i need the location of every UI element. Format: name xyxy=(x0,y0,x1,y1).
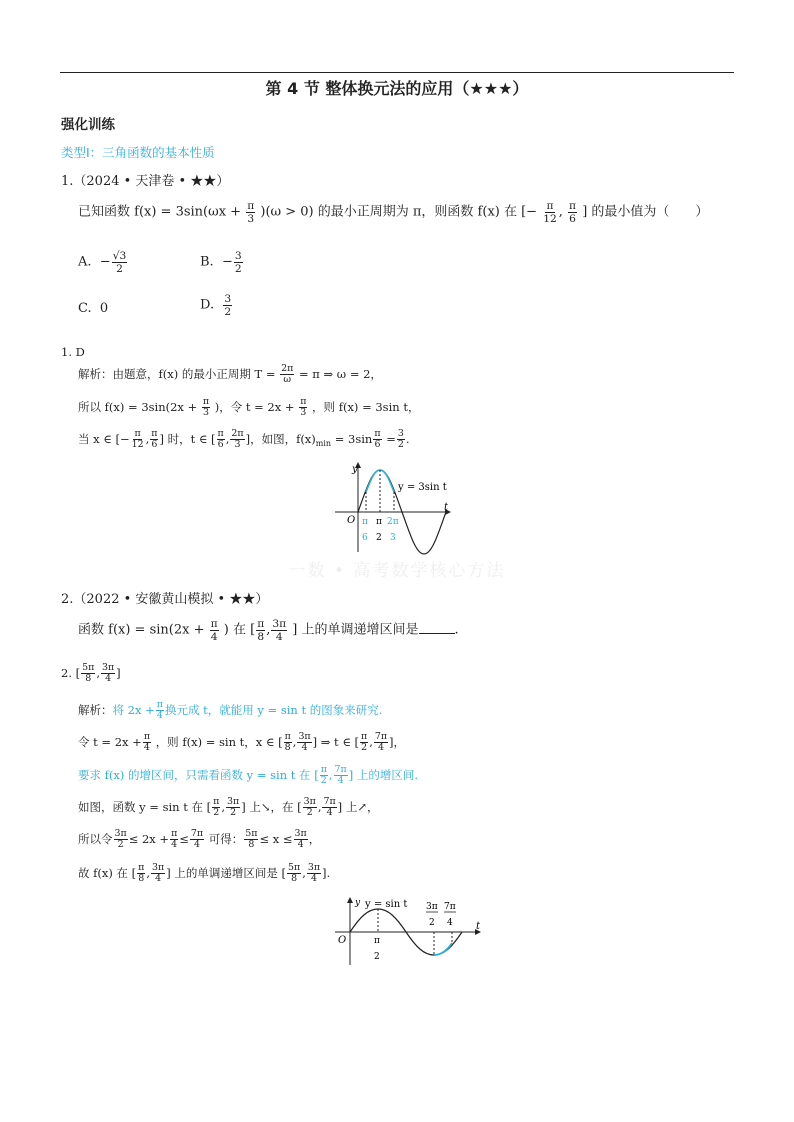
graph2-sine-sin-t xyxy=(330,895,490,967)
graph2-curve-label: y = sin t xyxy=(365,899,408,910)
graph1-tick-2pi3-den: 3 xyxy=(390,533,396,543)
a2-line-2: 令 t = 2x + $\frac{\pi}{4}$ ，则 f(x) = sin t，x ∈ [ $\frac{\pi}{8}$ , $\frac{3\pi}{4}$ ] ⇒ t ∈ [ $\frac{\pi}{2}$ , $\frac{7\pi}{4}$ ]， xyxy=(78,731,406,754)
q1-label: 1.（2024 • 天津卷 • ★★） xyxy=(61,174,230,189)
answer-blank xyxy=(419,621,455,634)
graph1-x-label: t xyxy=(444,502,449,513)
graph1-tick-pi6-den: 6 xyxy=(362,533,368,543)
page-title: 第 4 节 整体换元法的应用（★★★） xyxy=(265,79,529,98)
graph2-tick-3pi2-den: 2 xyxy=(429,918,435,928)
section-subheading: 类型Ⅰ：三角函数的基本性质 xyxy=(61,145,215,160)
a2-line-1: 解析：将 2x + $\frac{\pi}{4}$ 换元成 t，就能用 y = sin t 的图象来研究. xyxy=(78,699,383,722)
fraction: $\frac{\pi}{3}$ xyxy=(247,199,255,225)
a2-answer: 2. [ $\frac{5\pi}{8}$ , $\frac{3\pi}{4}$ ] xyxy=(61,662,121,685)
graph1-tick-2pi3: 2π xyxy=(387,517,399,527)
a2-line-3: 要求 f(x) 的增区间，只需看函数 y = sin t 在 [ $\frac{\pi}{2}$ , $\frac{7\pi}{4}$ ] 上的增区间. xyxy=(78,764,419,787)
graph1-origin: O xyxy=(347,515,356,526)
q1-stem-part: )(ω > 0) 的最小正周期为 π，则函数 f(x) 在 [− xyxy=(260,204,538,220)
q1-stem-part: 已知函数 f(x) = 3sin(ωx + xyxy=(78,204,242,220)
q1-option-c: C. 0 xyxy=(78,301,109,316)
a2-line-5: 所以令 $\frac{3\pi}{2}$ ≤ 2x + $\frac{\pi}{4}$ ≤ $\frac{7\pi}{4}$ 可得： $\frac{5\pi}{8}$ ≤ x ≤ $\frac{3\pi}{4}$ ， xyxy=(78,828,321,851)
graph2-x-label: t xyxy=(476,921,481,932)
graph2-origin: O xyxy=(338,935,347,946)
q1-option-b: B. − $\frac{3}{2}$ xyxy=(200,249,242,275)
a2-line-4: 如图，函数 y = sin t 在 [ $\frac{\pi}{2}$ , $\frac{3\pi}{2}$ ] 上↘，在 [ $\frac{3\pi}{2}$ , $\frac{7\pi}{4}$ ] 上↗， xyxy=(78,796,379,819)
fraction: $\frac{\pi}{12}$ xyxy=(543,199,557,225)
graph2-tick-3pi2: 3π xyxy=(426,902,438,912)
graph1-highlight xyxy=(366,470,394,492)
q1-stem: 已知函数 f(x) = 3sin(ωx + $\frac{\pi}{3}$ )(ω > 0) 的最小正周期为 π，则函数 f(x) 在 [− $\frac{\pi}{12}$ , $\frac{\pi}{6}$ ] 的最小值为（ ） xyxy=(78,199,709,225)
graph1-curve-label: y = 3sin t xyxy=(398,482,447,493)
a2-line-6: 故 f(x) 在 [ $\frac{\pi}{8}$ , $\frac{3\pi}{4}$ ] 上的单调递增区间是 [ $\frac{5\pi}{8}$ , $\frac{3\pi}{4}$ ]. xyxy=(78,862,331,885)
q1-stem-part: ] 的最小值为（ ） xyxy=(582,204,709,220)
graph1-tick-pi2: π xyxy=(376,517,382,527)
graph2-y-label: y xyxy=(355,898,361,908)
q2-stem: 函数 f(x) = sin(2x + $\frac{\pi}{4}$ ) 在 [ $\frac{\pi}{8}$ , $\frac{3\pi}{4}$ ] 上的单调递增区间是 . xyxy=(78,617,459,643)
watermark: 一数 • 高考数学核心方法 xyxy=(288,561,506,581)
q2-label: 2.（2022 • 安徽黄山模拟 • ★★） xyxy=(61,592,269,607)
graph1-sine-3sin-t xyxy=(330,460,460,555)
fraction: $\frac{\pi}{6}$ xyxy=(569,199,577,225)
graph1-y-label: y xyxy=(352,464,358,475)
graph2-tick-pi2: π xyxy=(374,936,380,946)
a1-answer: 1. D xyxy=(61,345,85,359)
header-rule xyxy=(60,72,734,73)
a1-line-3: 当 x ∈ [− $\frac{\pi}{12}$ , $\frac{\pi}{6}$ ] 时，t ∈ [ $\frac{\pi}{6}$ , $\frac{2\pi}{3}$ ]，如图，$f(x)_{min} = 3\sin$ $\frac{\pi}{6}$ = $\frac{3}{2}$ . xyxy=(78,428,410,451)
graph1-tick-pi2-den: 2 xyxy=(376,533,382,543)
section-heading: 强化训练 xyxy=(61,117,115,133)
graph2-tick-7pi4-den: 4 xyxy=(447,918,453,928)
graph2-tick-pi2-den: 2 xyxy=(374,952,380,962)
graph1-tick-pi6: π xyxy=(362,517,368,527)
a1-line-2: 所以 f(x) = 3sin(2x + $\frac{\pi}{3}$ )，令 t = 2x + $\frac{\pi}{3}$ ，则 f(x) = 3sin t， xyxy=(78,396,420,419)
q1-option-a: A. − $\frac{√3}{2}$ xyxy=(78,249,127,275)
a1-line-1: 解析：由题意，f(x) 的最小正周期 T = $\frac{2\pi}{\omega}$ = π ⇒ ω = 2， xyxy=(78,363,382,386)
graph2-tick-7pi4: 7π xyxy=(444,902,456,912)
graph2-highlight xyxy=(434,943,452,955)
q1-option-d: D. $\frac{3}{2}$ xyxy=(200,292,232,318)
